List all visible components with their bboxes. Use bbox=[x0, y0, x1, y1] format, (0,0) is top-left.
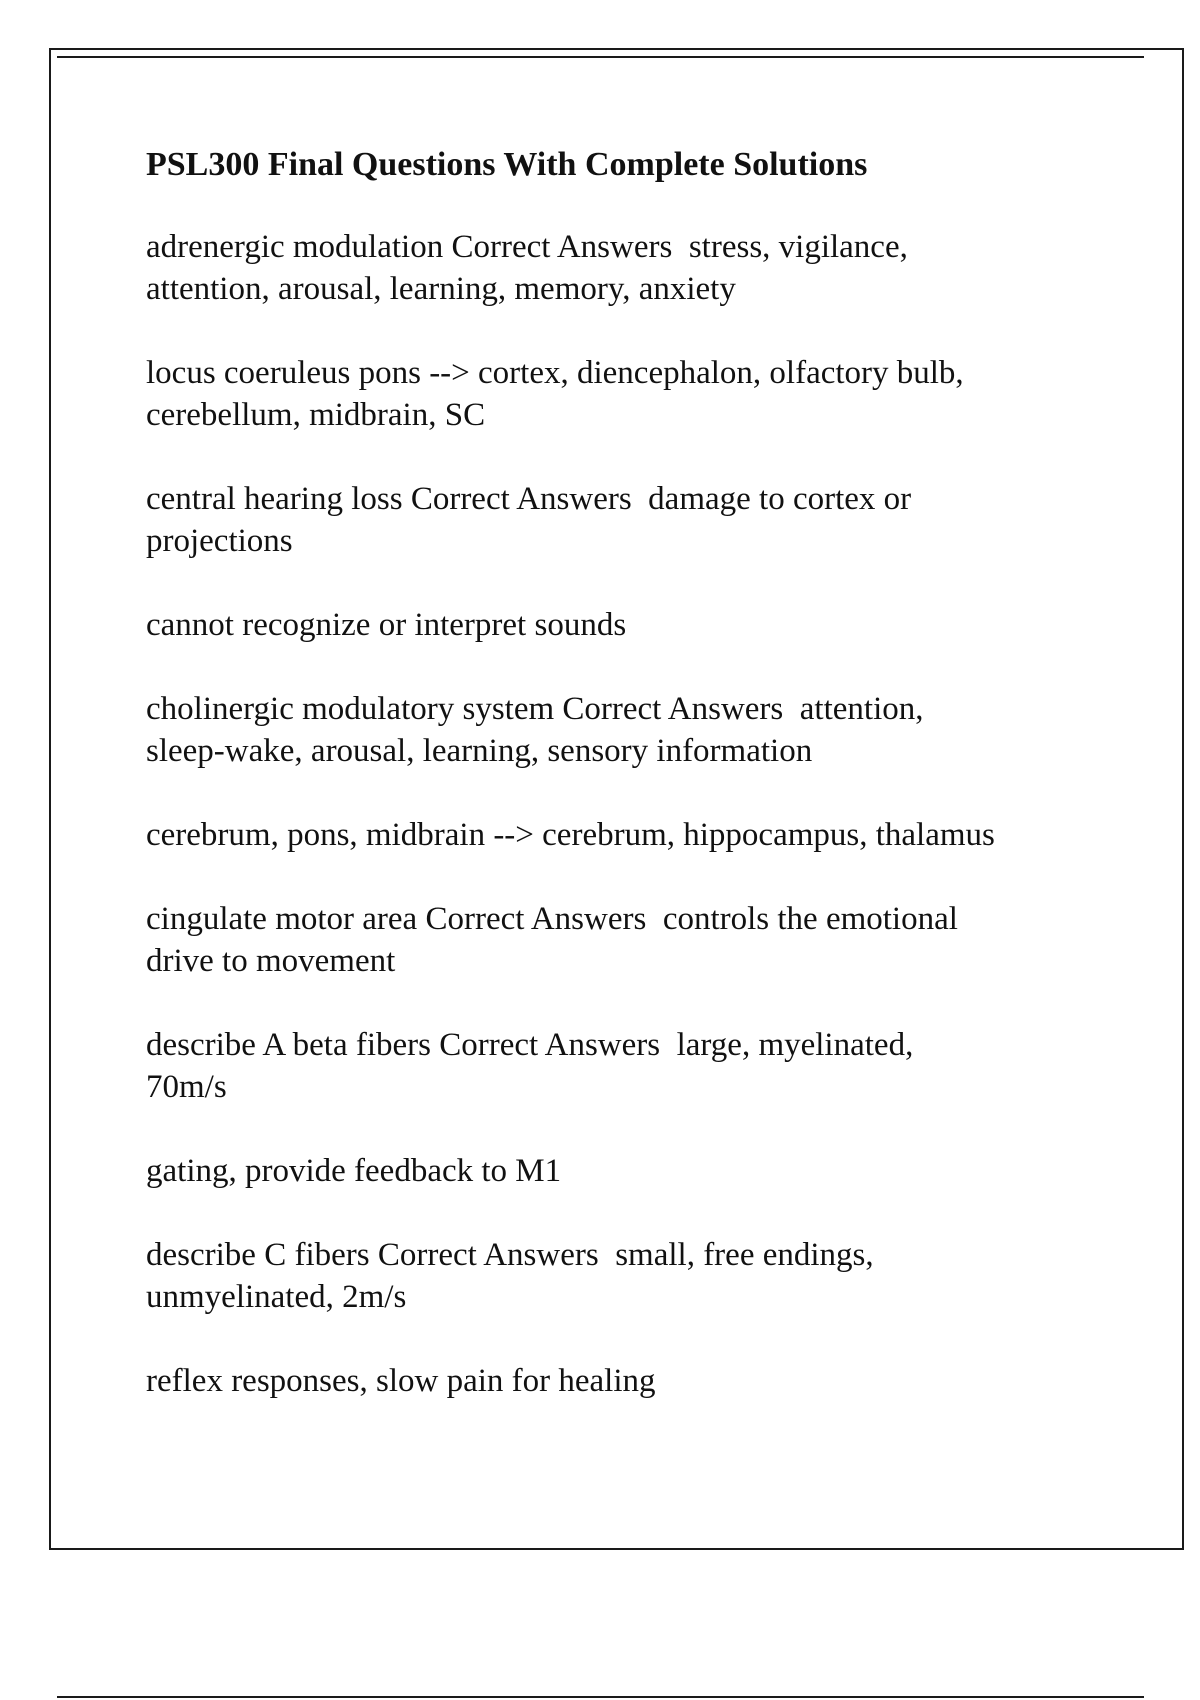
entry-cannot-recognize-sounds: cannot recognize or interpret sounds bbox=[146, 607, 627, 643]
entry-central-hearing-loss: central hearing loss Correct Answers damage to cortex or projections bbox=[146, 481, 912, 559]
entry-adrenergic-modulation: adrenergic modulation Correct Answers stress, vigilance, attention, arousal, learning, memory, anxiety bbox=[146, 229, 908, 307]
entry-c-fibers: describe C fibers Correct Answers small, free endings, unmyelinated, 2m/s bbox=[146, 1237, 874, 1315]
top-rule bbox=[57, 56, 1144, 58]
bottom-rule bbox=[57, 1696, 1144, 1698]
entry-reflex-responses: reflex responses, slow pain for healing bbox=[146, 1363, 656, 1399]
entry-gating-feedback: gating, provide feedback to M1 bbox=[146, 1153, 562, 1189]
entry-locus-coeruleus: locus coeruleus pons --> cortex, diencephalon, olfactory bulb, cerebellum, midbrain, SC bbox=[146, 355, 964, 433]
document-content bbox=[146, 144, 1106, 1444]
entry-cerebrum-pons-midbrain: cerebrum, pons, midbrain --> cerebrum, hippocampus, thalamus bbox=[146, 817, 995, 853]
entry-cingulate-motor-area: cingulate motor area Correct Answers controls the emotional drive to movement bbox=[146, 901, 958, 979]
entry-cholinergic-modulatory-system: cholinergic modulatory system Correct Answers attention, sleep-wake, arousal, learning, sensory information bbox=[146, 691, 924, 769]
entry-a-beta-fibers: describe A beta fibers Correct Answers large, myelinated, 70m/s bbox=[146, 1027, 914, 1105]
document-title: PSL300 Final Questions With Complete Solutions bbox=[146, 146, 868, 183]
